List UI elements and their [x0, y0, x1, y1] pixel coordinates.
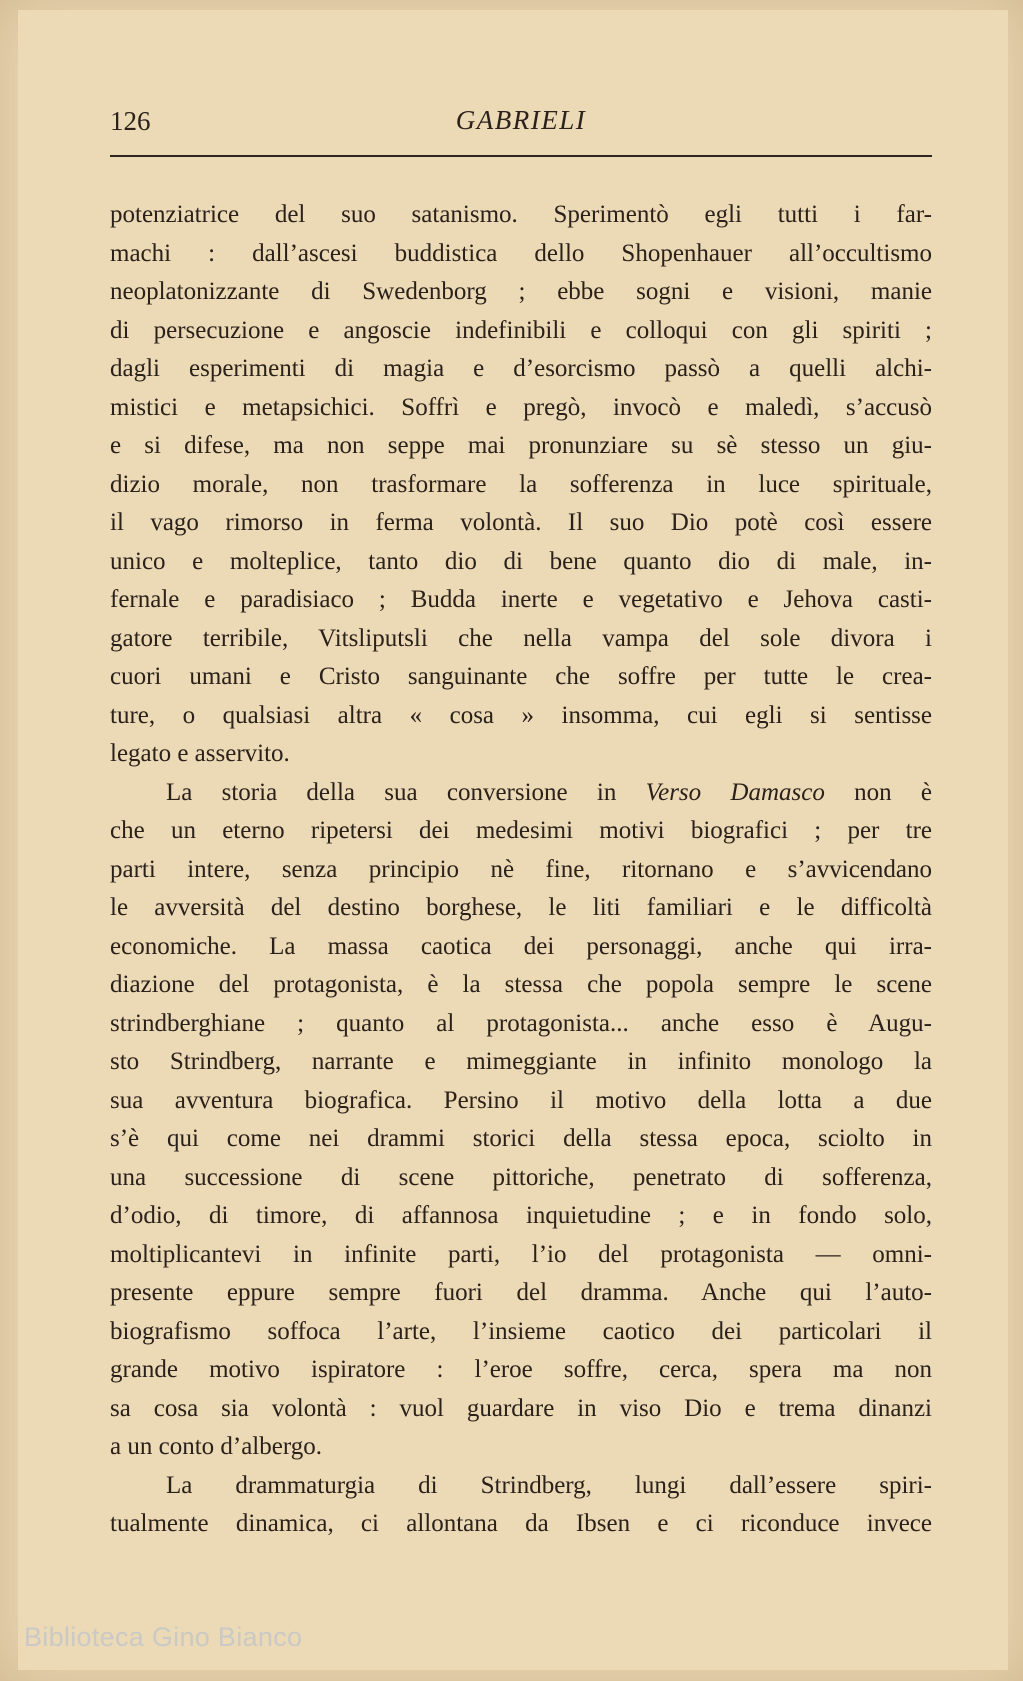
text-line: fernale e paradisiaco ; Budda inerte e vegetativo e Jehova casti-: [110, 586, 932, 613]
text-line: sto Strindberg, narrante e mimeggiante in infinito monologo la: [110, 1048, 932, 1075]
text-line: sa cosa sia volontà : vuol guardare in viso Dio e trema dinanzi: [110, 1394, 932, 1422]
text-line: cuori umani e Cristo sanguinante che soffre per tutte le crea-: [110, 663, 932, 690]
text-line: strindberghiane ; quanto al protagonista... anche esso è Augu-: [110, 1009, 932, 1037]
text-line: diazione del protagonista, è la stessa che popola sempre le scene: [110, 971, 932, 998]
text-line: una successione di scene pittoriche, penetrato di sofferenza,: [110, 1163, 932, 1191]
text-line: machi : dall’ascesi buddistica dello Shopenhauer all’occultismo: [110, 239, 932, 267]
text-line: parti intere, senza principio nè fine, ritornano e s’avvicendano: [110, 855, 932, 883]
text-line: d’odio, di timore, di affannosa inquietudine ; e in fondo solo,: [110, 1202, 932, 1229]
text-line: neoplatonizzante di Swedenborg ; ebbe sogni e visioni, manie: [110, 278, 932, 305]
text-line: che un eterno ripetersi dei medesimi motivi biografici ; per tre: [110, 817, 932, 844]
text-line: a un conto d’albergo.: [110, 1433, 322, 1460]
running-title: GABRIELI: [455, 105, 587, 135]
text-line: potenziatrice del suo satanismo. Sperimentò egli tutti i far-: [110, 201, 932, 228]
text-line: economiche. La massa caotica dei personaggi, anche qui irra-: [110, 932, 932, 960]
text-segment: La storia della sua conversione in: [166, 778, 646, 806]
text-line: moltiplicantevi in infinite parti, l’io del protagonista — omni-: [110, 1240, 932, 1268]
header-rule: [110, 155, 932, 157]
text-segment: non è: [824, 778, 932, 806]
text-line: gatore terribile, Vitsliputsli che nella vampa del sole divora i: [110, 624, 932, 652]
text-line: dagli esperimenti di magia e d’esorcismo passò a quelli alchi-: [110, 355, 932, 382]
body-text: [110, 196, 932, 1544]
page-header: [110, 102, 932, 150]
text-line: unico e molteplice, tanto dio di bene quanto dio di male, in-: [110, 547, 932, 575]
library-watermark: Biblioteca Gino Bianco: [24, 1622, 303, 1652]
text-line: biografismo soffoca l’arte, l’insieme caotico dei particolari il: [110, 1317, 932, 1345]
text-line: dizio morale, non trasformare la sofferenza in luce spirituale,: [110, 470, 932, 498]
text-line: tualmente dinamica, ci allontana da Ibsen e ci riconduce invece: [110, 1510, 932, 1537]
text-line: sua avventura biografica. Persino il motivo della lotta a due: [110, 1086, 932, 1114]
text-line-first: [110, 774, 932, 813]
text-line: di persecuzione e angoscie indefinibili e colloqui con gli spiriti ;: [110, 316, 932, 344]
text-line: e si difese, ma non seppe mai pronunziare su sè stesso un giu-: [110, 432, 932, 459]
text-line: La drammaturgia di Strindberg, lungi dall’essere spiri-: [166, 1471, 932, 1499]
text-line: mistici e metapsichici. Soffrì e pregò, invocò e maledì, s’accusò: [110, 393, 932, 421]
paragraph-3: [110, 1467, 932, 1544]
paragraph-1: [110, 196, 932, 774]
text-line: ture, o qualsiasi altra « cosa » insomma, cui egli si sentisse: [110, 701, 932, 729]
text-line: le avversità del destino borghese, le liti familiari e le difficoltà: [110, 894, 932, 921]
book-title-italic: Verso Damasco: [645, 778, 825, 806]
text-line: grande motivo ispiratore : l’eroe soffre, cerca, spera ma non: [110, 1356, 932, 1383]
paragraph-2: [110, 774, 932, 1467]
text-line: legato e asservito.: [110, 740, 290, 767]
text-line: s’è qui come nei drammi storici della stessa epoca, sciolto in: [110, 1125, 932, 1152]
text-line: presente eppure sempre fuori del dramma. Anche qui l’auto-: [110, 1279, 932, 1306]
page-number: 126: [110, 106, 151, 136]
text-line: il vago rimorso in ferma volontà. Il suo Dio potè così essere: [110, 509, 932, 536]
